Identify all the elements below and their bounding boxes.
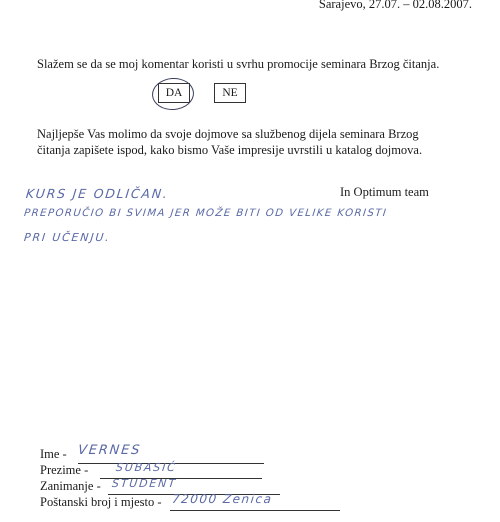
no-label: NE xyxy=(222,87,238,99)
occupation-label: Zanimanje - xyxy=(40,479,101,493)
occupation-value[interactable]: STUDENT xyxy=(111,477,178,490)
surname-label: Prezime - xyxy=(40,463,89,477)
postal-line xyxy=(170,510,340,511)
consent-statement: Slažem se da se moj komentar koristi u svrhu promocije seminara Brzog čitanja. xyxy=(37,57,440,71)
no-box[interactable] xyxy=(214,83,246,103)
comment-line-2: PREPORUČIO BI SVIMA JER MOŽE BITI OD VELIKE KORISTI xyxy=(23,208,388,219)
instruction-line-1: Najljepše Vas molimo da svoje dojmove sa službenog dijela seminara Brzog xyxy=(37,127,419,141)
comment-line-3: PRI UČENJU. xyxy=(23,231,112,244)
name-label: Ime - xyxy=(40,447,67,461)
place-date: Sarajevo, 27.07. – 02.08.2007. xyxy=(318,0,472,11)
surname-value[interactable]: SUBASIĆ xyxy=(115,461,178,474)
selection-circle xyxy=(151,77,195,112)
postal-label: Poštanski broj i mjesto - xyxy=(40,495,162,509)
name-value[interactable]: VERNES xyxy=(77,443,142,458)
instruction-line-2: čitanja zapišete ispod, kako bismo Vaše impresije uvrstili u katalog dojmova. xyxy=(37,143,423,157)
yes-label: DA xyxy=(165,87,183,99)
postal-value[interactable]: 72000 Zenica xyxy=(171,492,274,506)
comment-line-1: KURS JE ODLIČAN. xyxy=(25,186,170,201)
team-signature: In Optimum team xyxy=(340,185,429,199)
